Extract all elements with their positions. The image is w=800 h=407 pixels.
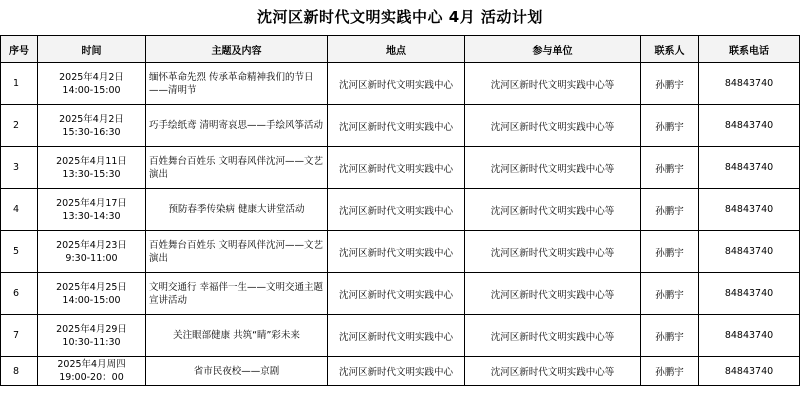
cell-phone: 84843740 [699,105,800,147]
cell-units: 沈河区新时代文明实践中心等 [465,63,641,105]
header-place: 地点 [328,36,465,63]
cell-phone: 84843740 [699,147,800,189]
table-row [1,147,800,189]
cell-topic: 文明交通行 幸福伴一生——文明交通主题宣讲活动 [146,273,328,315]
cell-date-text: 2025年4月23日 [56,239,127,251]
cell-time-text: 15:30-16:30 [62,126,121,138]
cell-seq: 3 [1,147,38,189]
cell-phone: 84843740 [699,357,800,386]
cell-topic: 省市民夜校——京剧 [146,357,328,386]
cell-contact: 孙鹏宇 [641,315,699,357]
cell-units: 沈河区新时代文明实践中心等 [465,231,641,273]
cell-time-text: 14:00-15:00 [62,294,121,306]
cell-time-text: 13:30-15:30 [62,168,121,180]
header-phone: 联系电话 [699,36,800,63]
cell-phone: 84843740 [699,63,800,105]
header-seq: 序号 [1,36,38,63]
cell-topic: 百姓舞台百姓乐 文明春风伴沈河——文艺演出 [146,147,328,189]
cell-seq: 7 [1,315,38,357]
cell-topic: 关注眼部健康 共筑“睛”彩未来 [146,315,328,357]
cell-seq: 2 [1,105,38,147]
cell-time [38,189,146,231]
cell-time [38,273,146,315]
cell-contact: 孙鹏宇 [641,231,699,273]
table-row [1,273,800,315]
cell-time [38,147,146,189]
cell-contact: 孙鹏宇 [641,63,699,105]
cell-topic: 缅怀革命先烈 传承革命精神我们的节日——清明节 [146,63,328,105]
cell-date-text: 2025年4月11日 [56,155,127,167]
cell-contact: 孙鹏宇 [641,273,699,315]
cell-phone: 84843740 [699,315,800,357]
cell-topic: 百姓舞台百姓乐 文明春风伴沈河——文艺演出 [146,231,328,273]
header-contact: 联系人 [641,36,699,63]
cell-time [38,63,146,105]
cell-units: 沈河区新时代文明实践中心等 [465,189,641,231]
cell-place: 沈河区新时代文明实践中心 [328,231,465,273]
cell-units: 沈河区新时代文明实践中心等 [465,315,641,357]
cell-place: 沈河区新时代文明实践中心 [328,105,465,147]
table-header-row [1,36,800,63]
cell-time [38,231,146,273]
cell-place: 沈河区新时代文明实践中心 [328,189,465,231]
cell-date-text: 2025年4月29日 [56,323,127,335]
activity-table [0,35,800,386]
cell-units: 沈河区新时代文明实践中心等 [465,105,641,147]
cell-phone: 84843740 [699,231,800,273]
cell-place: 沈河区新时代文明实践中心 [328,273,465,315]
cell-seq: 4 [1,189,38,231]
cell-seq: 6 [1,273,38,315]
cell-phone: 84843740 [699,189,800,231]
cell-seq: 5 [1,231,38,273]
cell-contact: 孙鹏宇 [641,147,699,189]
cell-time-text: 9:30-11:00 [65,252,118,264]
cell-topic: 预防春季传染病 健康大讲堂活动 [146,189,328,231]
cell-time-text: 14:00-15:00 [62,84,121,96]
header-topic: 主题及内容 [146,36,328,63]
cell-contact: 孙鹏宇 [641,357,699,386]
cell-place: 沈河区新时代文明实践中心 [328,357,465,386]
cell-date-text: 2025年4月2日 [59,71,124,83]
cell-date-text: 2025年4月17日 [56,197,127,209]
cell-date-text: 2025年4月周四 [57,359,126,370]
cell-phone: 84843740 [699,273,800,315]
cell-time-text: 13:30-14:30 [62,210,121,222]
cell-date-text: 2025年4月2日 [59,113,124,125]
table-row [1,189,800,231]
table-row [1,231,800,273]
header-time: 时间 [38,36,146,63]
table-row [1,63,800,105]
table-row [1,315,800,357]
cell-time-text: 19:00-20：00 [59,372,124,383]
cell-place: 沈河区新时代文明实践中心 [328,315,465,357]
cell-contact: 孙鹏宇 [641,105,699,147]
cell-time [38,105,146,147]
cell-units: 沈河区新时代文明实践中心等 [465,273,641,315]
cell-units: 沈河区新时代文明实践中心等 [465,147,641,189]
cell-contact: 孙鹏宇 [641,189,699,231]
cell-place: 沈河区新时代文明实践中心 [328,147,465,189]
cell-time-text: 10:30-11:30 [62,336,121,348]
page-title: 沈河区新时代文明实践中心 4月 活动计划 [257,8,543,26]
cell-date-text: 2025年4月25日 [56,281,127,293]
table-row [1,105,800,147]
cell-time [38,315,146,357]
cell-seq: 1 [1,63,38,105]
cell-time [38,357,146,386]
cell-topic: 巧手绘纸鸢 清明寄哀思——手绘风筝活动 [146,105,328,147]
cell-seq: 8 [1,357,38,386]
header-units: 参与单位 [465,36,641,63]
cell-place: 沈河区新时代文明实践中心 [328,63,465,105]
cell-units: 沈河区新时代文明实践中心等 [465,357,641,386]
table-row [1,357,800,386]
